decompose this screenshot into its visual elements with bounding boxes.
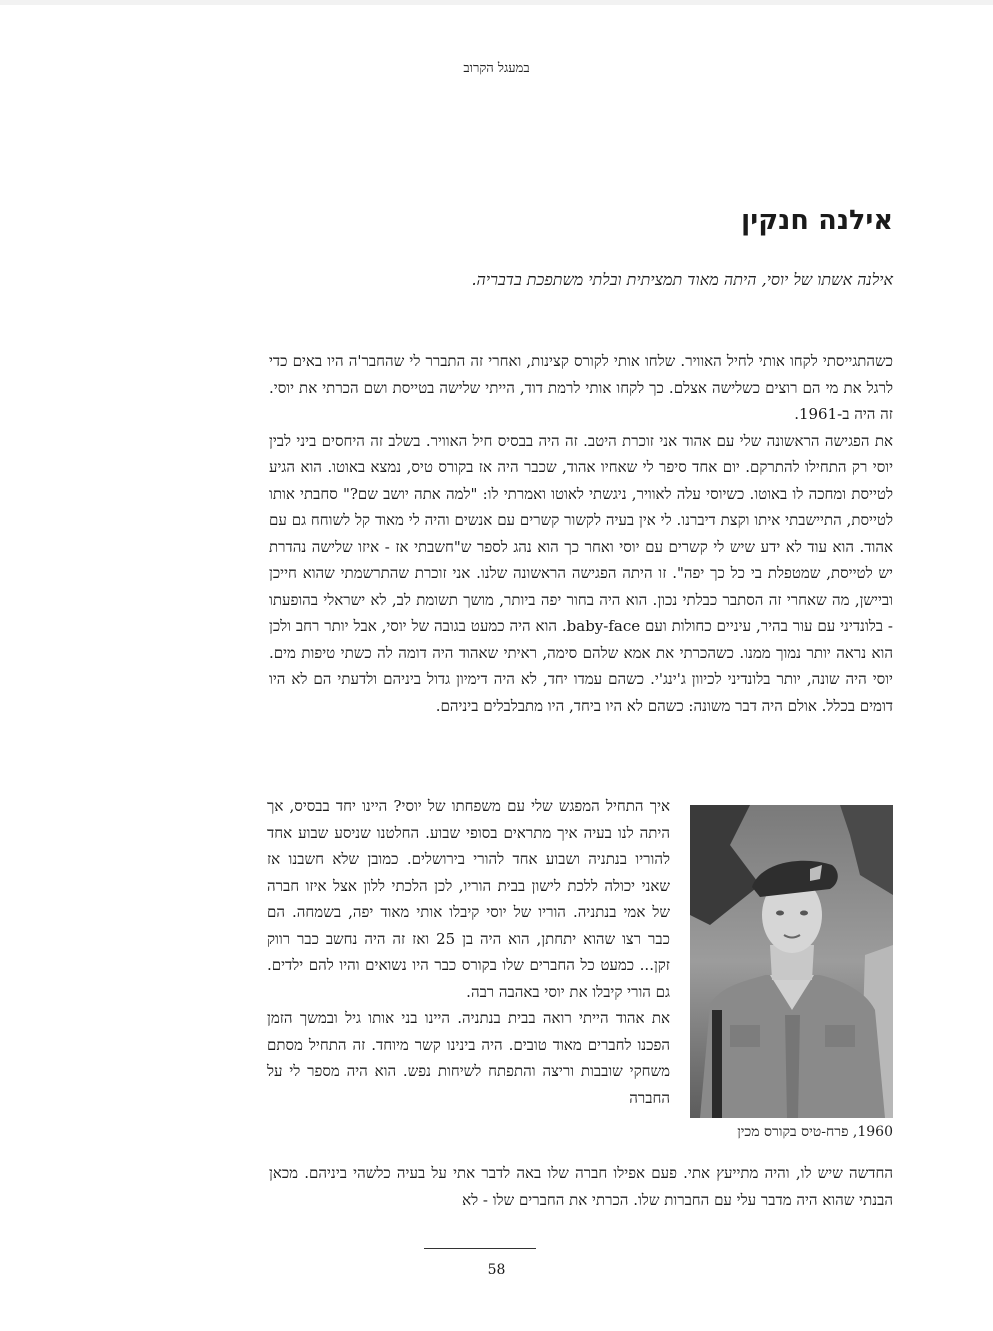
- running-header: במעגל הקרוב: [463, 61, 530, 76]
- photo-figure: [690, 805, 893, 1141]
- continuation-text: [269, 1160, 893, 1213]
- paragraph: איך התחיל המפגש שלי עם משפחתו של יוסי? היינו יחד בבסיס, אך היתה לנו בעיה איך מתראים בסופי שבוע. החלטנו שניסע שבוע אחד להוריו בנתניה ושבוע אחד להורי בירושלים. כמובן שלא חשבנו אז שאני יכולה ללכת לישון בבית הוריו, לכן הלכתי ללון אצל איזו חברה של אמי בנתניה. הוריו של יוסי קיבלו אותי מאוד יפה, בשמחה. הם כבר רצו שהוא יתחתן, הוא היה בן 25 ואז זה היה נחשב כבר רווק זקן... כמעט כל החברים שלו בקורס כבר היו נשואים והיו להם ילדים. גם הורי קיבלו את יוסי באהבה רבה.: [267, 797, 670, 1001]
- body-text: [269, 348, 893, 719]
- paragraph: את הפגישה הראשונה שלי עם אהוד אני זוכרת היטב. זה היה בבסיס חיל האוויר. בשלב זה היחסים ביני לבין יוסי רק התחילו להתרקם. יום אחד סיפר לי שאחיו אהוד, שכבר היה אז בקורס טיס, נמצא באוטו. הוא הגיע לטייסת ומחכה לו באוטו. כשיוסי עלה לאוויר, ניגשתי לאוטו ואמרתי לו: "למה אתה יושב שם?" סחבתי אותו לטייסת, התיישבתי איתו וקצת דיברנו. לי אין בעיה לקשור קשרים עם אנשים והיה לי מאוד קל לשוחח גם עם אהוד. הוא עוד לא ידע שיש לי קשרים עם יוסי ואחר כך הוא נהג לספר ש"חשבתי אז - איזו שלישה נהדרת יש לטייסת, שמטפלת בי כל כך יפה". זו היתה הפגישה הראשונה שלנו. אני זוכרת שהתרשמתי שהוא חייכן וביישן, מה שאחרי זה הסתבר כבלתי נכון. הוא היה בחור יפה ביותר, מושך תשומת לב, לא ישראלי בהופעתו - בלונדיני עם עור בהיר, עיניים כחולות ועם baby-face. הוא היה כמעט בגובה של יוסי, אבל יותר רחב ולכן הוא נראה יותר נמוך ממנו. כשהכרתי את אמא שלהם סימה, ראיתי שאהוד היה דומה לה כשתי טיפות מים. יוסי היה שונה, יותר בלונדיני לכיוון ג'ינג'י. כשהם עמדו יחד, לא היה דימיון גדול ביניהם ולדעתי הם לא היו דומים בכלל. אולם היה דבר משונה: כשהם לא היו ביחד, היו מתבלבלים ביניהם.: [269, 431, 893, 715]
- wrapped-text: [267, 793, 670, 1111]
- page-number: 58: [487, 1262, 506, 1278]
- chapter-title: אילנה חנקין: [740, 205, 893, 236]
- paragraph: את אהוד הייתי רואה בבית בנתניה. היינו בני אותו גיל ובמשך הזמן הפכנו לחברים מאוד טובים. היה בינינו קשר מיוחד. זה התחיל מסתם משחקי שובבות וריצה והתפתח לשיחות נפש. הוא היה מספר לי על החברה: [267, 1009, 670, 1107]
- photo-caption: 1960, פרח-טיס בקורס מכין: [737, 1124, 893, 1140]
- footer-divider: [424, 1248, 536, 1249]
- soldier-photo: [690, 805, 893, 1118]
- top-edge: [0, 0, 993, 5]
- paragraph: כשהתגייסתי לקחו אותי לחיל האוויר. שלחו אותי לקורס קצינות, ואחרי זה התברר לי שהחבר'ה היו באים כדי לרגל את מי הם רוצים כשלישה אצלם. כך לקחו אותי לרמת דוד, הייתי שלישה בטייסת ושם הכרתי את יוסי. זה היה ב-1961.: [269, 352, 893, 423]
- paragraph: החדשה שיש לו, והיה מתייעץ אתי. פעם אפילו חברה שלו באה לדבר אתי על בעיה כלשהי ביניהם. מכאן הבנתי שהוא היה מדבר עלי עם החברות שלו. הכרתי את החברים שלו - לא: [269, 1164, 893, 1209]
- chapter-subtitle: אילנה אשתו של יוסי, היתה מאוד תמציתית ובלתי משתפכת בדבריה.: [471, 270, 893, 289]
